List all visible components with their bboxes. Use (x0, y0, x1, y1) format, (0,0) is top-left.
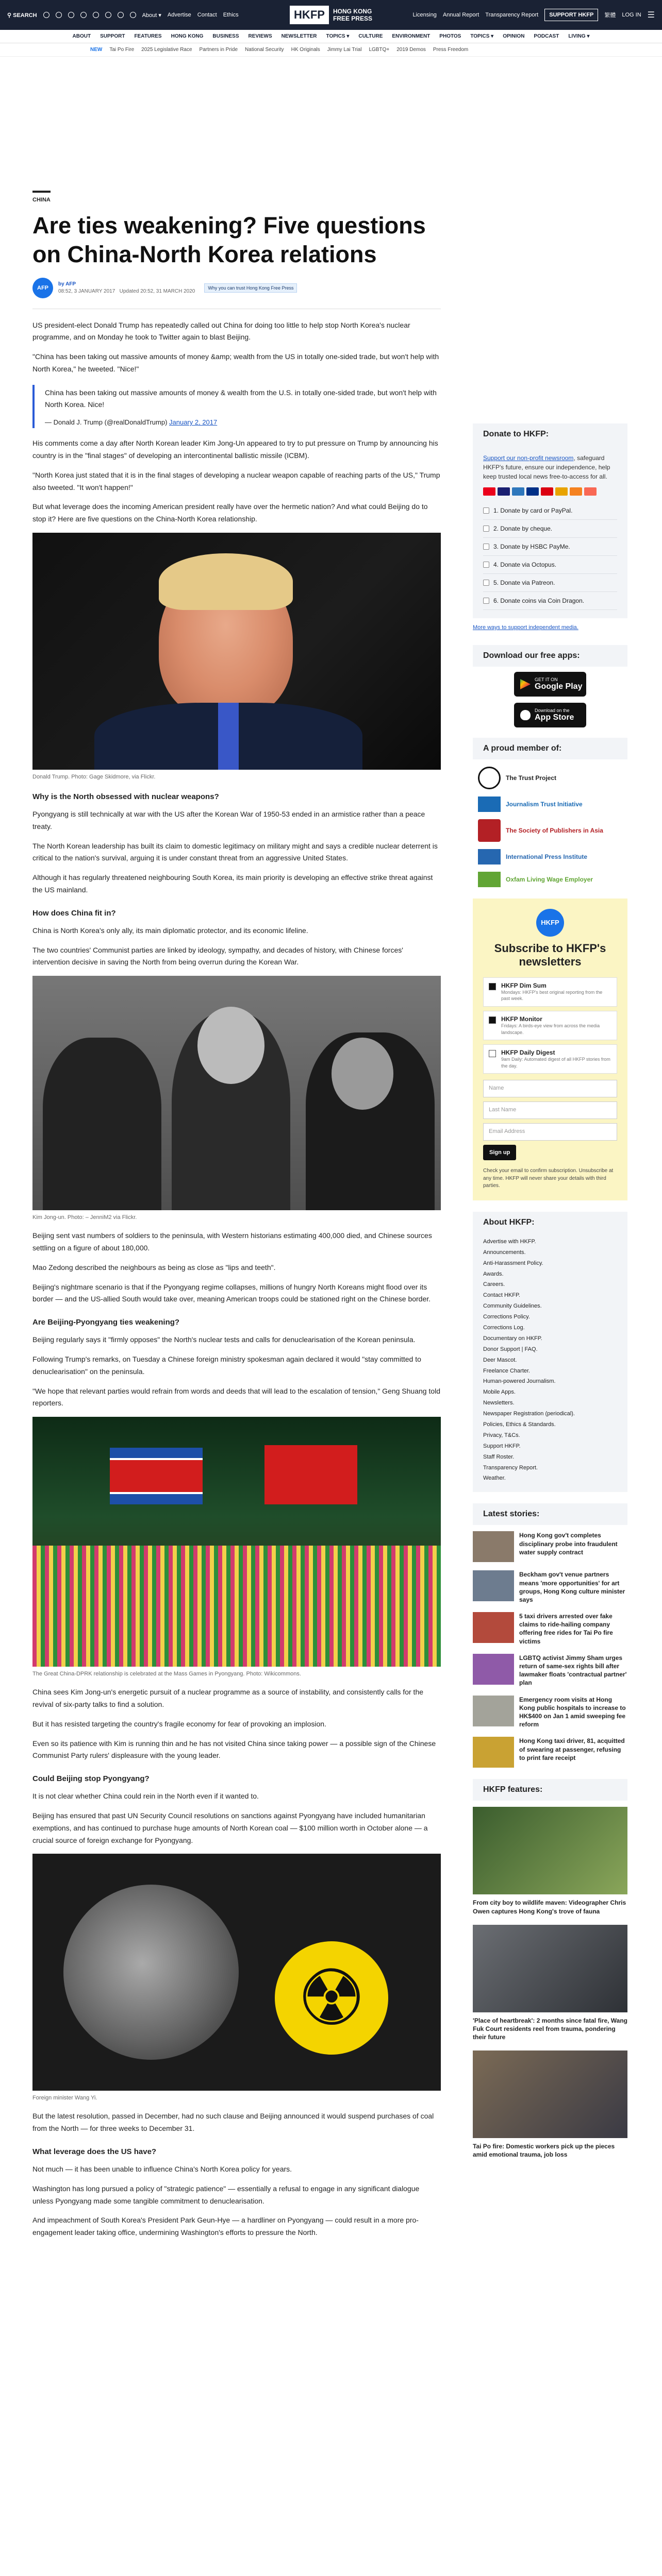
publish-date: 08:52, 3 JANUARY 2017 (58, 289, 115, 294)
paragraph: China sees Kim Jong-un's energetic pursuit of a nuclear programme as a source of instability, and consistently calls for the revival of six-party talks to find a solution. (32, 1688, 424, 1708)
paragraph: Beijing's nightmare scenario is that if the Pyongyang regime collapses, millions of hungry North Koreans might flood over its border — and the US-allied South would take over, meaning American troops could be stationed right on the Chinese border. (32, 1282, 431, 1303)
photo-trump (32, 533, 441, 770)
social-facebook-icon[interactable] (43, 12, 49, 18)
paragraph: Mao Zedong described the neighbours as being as close as "lips and teeth". (32, 1263, 276, 1272)
feature-story[interactable] (473, 1807, 627, 1915)
photo-wang-yi (32, 1854, 441, 2091)
member-name: The Trust Project (506, 774, 557, 782)
site-logo[interactable] (290, 6, 372, 24)
link-contact[interactable]: Contact (197, 12, 217, 18)
story-title: 5 taxi drivers arrested over fake claims to ride-hailing company offering free rides for Tai Po fire victims (519, 1613, 613, 1645)
nav-photos[interactable]: PHOTOS (439, 33, 461, 39)
latest-story[interactable] (473, 1696, 627, 1729)
story-thumbnail (473, 1654, 514, 1685)
main-nav (0, 30, 662, 43)
embedded-tweet (32, 385, 441, 429)
store-big: Google Play (535, 682, 583, 691)
radiation-icon: ☢ (275, 1941, 388, 2055)
tweet-author[interactable]: — Donald J. Trump (@realDonaldTrump) (45, 418, 170, 427)
photo-tie (218, 703, 239, 770)
checkbox-icon (483, 562, 489, 568)
feature-title: 'Place of heartbreak': 2 months since fatal fire, Wang Fuk Court residents reel from trauma, pondering their future (473, 2016, 628, 2041)
email-field[interactable]: Email Address (483, 1123, 617, 1141)
paragraph: "We hope that relevant parties would refrain from words and deeds that will lead to the escalation of tension," Geng Shuang told reporters. (32, 1386, 441, 1408)
trending-item[interactable]: Press Freedom (433, 47, 469, 53)
patreon-icon (584, 487, 597, 496)
about-link[interactable]: Mobile Apps. (483, 1389, 516, 1396)
newsletter-option-title: HKFP Monitor (501, 1015, 542, 1023)
donate-text: , safeguard HKFP's future, ensure our independence, help keep trusted local news free-to-access for all. (483, 454, 610, 480)
member-logo[interactable] (478, 819, 627, 842)
member-name: Oxfam Living Wage Employer (506, 876, 593, 883)
donate-option[interactable] (483, 556, 617, 574)
paragraph: Pyongyang is still technically at war with the US after the Korean War of 1950-53 ended in an armistice rather than a peace treaty. (32, 810, 425, 831)
paragraph: "North Korea just stated that it is in the final stages of developing a nuclear weapon capable of reaching parts of the US," Trump also tweeted. "It won't happen!" (32, 470, 440, 492)
tweet-date-link[interactable]: January 2, 2017 (169, 418, 218, 427)
logo-line1: HONG KONG (333, 7, 372, 15)
nav-newsletter[interactable]: NEWSLETTER (281, 33, 317, 39)
social-telegram-icon[interactable] (105, 12, 111, 18)
newsletter-option-desc: Mondays: HKFP's best original reporting from the past week. (501, 989, 603, 1002)
author-name[interactable]: by AFP (58, 281, 76, 287)
story-title: Beckham gov't venue partners means 'more opportunities' for art groups, Hong Kong culture minister says (519, 1571, 625, 1603)
link-annual-report[interactable]: Annual Report (442, 12, 479, 18)
author-avatar: AFP (32, 278, 53, 298)
donate-option[interactable] (483, 520, 617, 538)
donate-option-label: 4. Donate via Octopus. (493, 561, 557, 568)
section-heading: How does China fit in? (32, 908, 116, 918)
latest-heading: Latest stories: (473, 1503, 627, 1525)
trending-item[interactable]: Partners in Pride (199, 47, 238, 53)
trending-item[interactable]: HK Originals (291, 47, 320, 53)
feature-story[interactable] (473, 2050, 627, 2159)
about-link[interactable]: Policies, Ethics & Standards. (483, 1421, 556, 1428)
member-logo[interactable] (478, 796, 627, 812)
about-link[interactable]: Privacy, T&Cs. (483, 1432, 520, 1438)
amex-icon (512, 487, 524, 496)
photo-caption: Donald Trump. Photo: Gage Skidmore, via Flickr. (32, 774, 156, 781)
features-heading: HKFP features: (473, 1779, 627, 1801)
checkbox-checked-icon (489, 983, 496, 990)
nav-topics[interactable]: TOPICS ▾ (326, 33, 350, 39)
nav-topics-2[interactable]: TOPICS ▾ (470, 33, 494, 39)
latest-story[interactable] (473, 1654, 627, 1687)
play-icon (520, 679, 531, 689)
photo-hair (159, 553, 293, 610)
about-link[interactable]: Newspaper Registration (periodical). (483, 1411, 575, 1417)
paragraph: Not much — it has been unable to influence China's North Korea policy for years. (32, 2164, 292, 2173)
about-link[interactable]: Transparency Report. (483, 1464, 538, 1471)
mastercard-icon (483, 487, 495, 496)
logo-mark: HKFP (290, 6, 329, 24)
story-thumbnail (473, 1531, 514, 1562)
top-bar (0, 0, 662, 30)
paragraph: Beijing has ensured that past UN Security Council resolutions on sanctions against Pyongyang have included humanitarian exemptions, and has continued to purchase huge amounts of North Korean coal — $100 million worth in October alone — a crucial source of foreign exchange for Pyongyang. (32, 1811, 428, 1844)
menu-icon[interactable]: ☰ (647, 11, 655, 20)
byline (32, 278, 441, 298)
nav-environment[interactable]: ENVIRONMENT (392, 33, 431, 39)
donate-option-label: 1. Donate by card or PayPal. (493, 507, 573, 514)
story-thumbnail (473, 1570, 514, 1601)
feature-title: Tai Po fire: Domestic workers pick up the pieces amid emotional trauma, job loss (473, 2143, 615, 2159)
about-link[interactable]: Staff Roster. (483, 1453, 515, 1460)
about-link[interactable]: Deer Mascot. (483, 1357, 517, 1363)
support-button[interactable]: SUPPORT HKFP (544, 9, 598, 21)
paragraph: It is not clear whether China could rein in the North even if it wanted to. (32, 1792, 259, 1801)
checkbox-icon (483, 507, 489, 514)
photo-flag-left (110, 1448, 203, 1504)
trending-item[interactable]: Jimmy Lai Trial (327, 47, 362, 53)
newsletter-option[interactable] (483, 1044, 617, 1074)
member-logo[interactable] (478, 872, 627, 887)
about-link[interactable]: Human-powered Journalism. (483, 1378, 556, 1385)
social-x-icon[interactable] (56, 12, 62, 18)
donate-option[interactable] (483, 538, 617, 556)
checkbox-icon (489, 1050, 496, 1057)
about-link[interactable]: Corrections Policy. (483, 1314, 530, 1320)
photo-face-right (332, 1038, 393, 1110)
paragraph: The North Korean leadership has built its claim to domestic legitimacy on military might and says a credible nuclear deterrent is critical to the nation's survival, arguing it is under constant threat from an aggressive United States. (32, 841, 438, 862)
trending-item[interactable]: 2019 Demos (396, 47, 426, 53)
link-ethics[interactable]: Ethics (223, 12, 239, 18)
about-link[interactable]: Advertise with HKFP. (483, 1238, 536, 1245)
photo-flag-right (264, 1445, 357, 1504)
sopa-icon (478, 819, 501, 842)
nav-hong-kong[interactable]: HONG KONG (171, 33, 204, 39)
link-licensing[interactable]: Licensing (412, 12, 437, 18)
photo-crowd (32, 1546, 441, 1667)
payment-icons (483, 487, 617, 496)
social-youtube-icon[interactable] (80, 12, 87, 18)
story-title: Hong Kong gov't completes disciplinary probe into fraudulent water supply contract (519, 1532, 618, 1556)
octopus-icon (570, 487, 582, 496)
oxfam-icon (478, 872, 501, 887)
about-link[interactable]: Corrections Log. (483, 1324, 525, 1331)
member-name: International Press Institute (506, 853, 588, 860)
newsletter-note: Check your email to confirm subscription. Unsubscribe at any time. HKFP will never share your details with third parties. (483, 1168, 614, 1189)
trending-item[interactable]: Tai Po Fire (109, 47, 135, 53)
photo-caption: Foreign minister Wang Yi. (32, 2095, 97, 2102)
trust-badge[interactable]: Why you can trust Hong Kong Free Press (204, 283, 297, 293)
visa-icon (498, 487, 510, 496)
photo-mass-games (32, 1417, 441, 1667)
newsletter-option-title: HKFP Dim Sum (501, 981, 547, 989)
about-link[interactable]: Freelance Charter. (483, 1367, 531, 1374)
newsletter-option-desc: 9am Daily: Automated digest of all HKFP stories from the day. (501, 1057, 610, 1069)
donate-option-label: 3. Donate by HSBC PayMe. (493, 543, 570, 550)
about-link[interactable]: Awards. (483, 1270, 504, 1277)
donate-option-label: 2. Donate by cheque. (493, 525, 553, 532)
member-name: Journalism Trust Initiative (506, 801, 583, 808)
about-link[interactable]: Weather. (483, 1475, 506, 1482)
link-about[interactable]: About ▾ (142, 12, 161, 19)
google-play-button[interactable] (514, 672, 586, 697)
photo-face-center (197, 1007, 264, 1084)
paragraph: US president-elect Donald Trump has repeatedly called out China for doing too little to help stop North Korea's nuclear programme, and on Monday he took to Twitter again to blast Beijing. (32, 320, 410, 342)
member-logo[interactable] (478, 767, 627, 789)
section-heading: Could Beijing stop Pyongyang? (32, 1774, 150, 1784)
donate-more-link[interactable]: More ways to support independent media. (473, 624, 578, 631)
logo-line2: FREE PRESS (333, 15, 372, 22)
about-link[interactable]: Documentary on HKFP. (483, 1335, 542, 1342)
photo-face (63, 1885, 239, 2060)
about-link[interactable]: Careers. (483, 1281, 505, 1288)
checkbox-icon (483, 580, 489, 586)
social-linkedin-icon[interactable] (93, 12, 99, 18)
feature-image (473, 1925, 627, 2012)
nav-living[interactable]: LIVING ▾ (568, 33, 590, 39)
store-small: GET IT ON (535, 677, 558, 682)
paragraph: Beijing regularly says it "firmly opposes" the North's nuclear tests and calls for denuclearisation of the Korean peninsula. (32, 1335, 416, 1344)
nav-culture[interactable]: CULTURE (358, 33, 383, 39)
about-link[interactable]: Contact HKFP. (483, 1292, 520, 1299)
trust-project-icon (478, 767, 501, 789)
latest-story[interactable] (473, 1570, 627, 1604)
story-title: Hong Kong taxi driver, 81, acquitted of swearing at passenger, refusing to print fare receipt (519, 1737, 625, 1761)
donate-link[interactable]: Support our non-profit newsroom (483, 454, 574, 462)
article-title: Are ties weakening? Five questions on China-North Korea relations (32, 212, 426, 268)
latest-story[interactable] (473, 1737, 627, 1768)
paragraph: But the latest resolution, passed in December, had no such clause and Beijing announced it would suspend purchases of coal from the North — for three weeks to December 31. (32, 2112, 434, 2133)
link-advertise[interactable]: Advertise (167, 12, 191, 18)
paragraph: Although it has regularly threatened neighbouring South Korea, its main priority is developing an effective strike threat against the US mainland. (32, 873, 433, 894)
story-thumbnail (473, 1612, 514, 1643)
donate-heading: Donate to HKFP: (473, 423, 627, 445)
paragraph: Even so its patience with Kim is running thin and he has not visited China since taking power — a possible sign of the Chinese Communist Party rulers' displeasure with the young leader. (32, 1739, 436, 1760)
checkbox-icon (483, 544, 489, 550)
about-heading: About HKFP: (473, 1212, 627, 1233)
nav-business[interactable]: BUSINESS (212, 33, 239, 39)
tweet-text: China has been taking out massive amounts of money & wealth from the U.S. in totally one-sided trade, but won't help with North Korea. Nice! (45, 388, 437, 409)
paragraph: Washington has long pursued a policy of "strategic patience" — essentially a refusal to engage in any significant dialogue unless Pyongyang made some tangible commitment to denuclearisation. (32, 2184, 420, 2205)
tweet-cite (45, 418, 441, 426)
paragraph: But it has resisted targeting the country's fragile economy for fear of provoking an implosion. (32, 1719, 326, 1728)
newsletter-option[interactable] (483, 1011, 617, 1040)
story-thumbnail (473, 1737, 514, 1768)
about-link[interactable]: Announcements. (483, 1249, 526, 1256)
photo-caption: Kim Jong-un. Photo: – JenniM2 via Flickr. (32, 1214, 137, 1221)
about-link[interactable]: Support HKFP. (483, 1443, 521, 1449)
about-link[interactable]: Community Guidelines. (483, 1303, 542, 1310)
apple-icon (520, 710, 531, 720)
photo-figure-left (43, 1038, 161, 1210)
article-category[interactable]: CHINA (32, 191, 51, 203)
sidebar (473, 423, 627, 2168)
member-heading: A proud member of: (473, 738, 627, 759)
paragraph: And impeachment of South Korea's President Park Geun-Hye — a hardliner on Pyongyang — could result in a more pro-engagement leader taking office, undermining Washington's efforts to pressure the North. (32, 2216, 419, 2237)
nav-podcast[interactable]: PODCAST (534, 33, 559, 39)
member-logo[interactable] (478, 849, 627, 865)
donate-box (473, 445, 627, 618)
nav-opinion[interactable]: OPINION (503, 33, 525, 39)
nav-reviews[interactable]: REVIEWS (248, 33, 272, 39)
section-heading: What leverage does the US have? (32, 2147, 157, 2156)
newsletter-box (473, 899, 627, 1200)
trending-item[interactable]: National Security (245, 47, 284, 53)
jti-icon (478, 796, 501, 812)
nav-support[interactable]: SUPPORT (100, 33, 125, 39)
link-transparency[interactable]: Transparency Report (485, 12, 539, 18)
hkfp-badge-icon: HKFP (536, 909, 564, 937)
paragraph: Beijing sent vast numbers of soldiers to the peninsula, with Western historians estimating 400,000 died, and Chinese sources settling on a figure of about 180,000. (32, 1231, 432, 1252)
donate-option[interactable] (483, 574, 617, 592)
latest-story[interactable] (473, 1531, 627, 1562)
name-field[interactable]: Name (483, 1080, 617, 1097)
apps-heading: Download our free apps: (473, 645, 627, 667)
donate-option-label: 5. Donate via Patreon. (493, 579, 555, 586)
ipi-icon (478, 849, 501, 865)
donate-option-label: 6. Donate coins via Coin Dragon. (493, 597, 585, 604)
social-threads-icon[interactable] (130, 12, 136, 18)
social-whatsapp-icon[interactable] (118, 12, 124, 18)
photo-caption: The Great China-DPRK relationship is celebrated at the Mass Games in Pyongyang. Photo: Wikicommons. (32, 1671, 301, 1677)
about-links (473, 1233, 627, 1492)
paragraph: "China has been taking out massive amounts of money &amp; wealth from the US in totally one-sided trade, but won't help with North Korea," he tweeted. "Nice!" (32, 352, 439, 373)
newsletter-title: Subscribe to HKFP's newsletters (494, 942, 606, 969)
paragraph: But what leverage does the incoming American president really have over the hermetic nation? And what could Beijing do to stop it? Here are five questions on the China-North Korea relationship. (32, 502, 428, 523)
latest-story[interactable] (473, 1612, 627, 1646)
store-small: Download on the (535, 708, 570, 713)
story-thumbnail (473, 1696, 514, 1726)
signup-button[interactable]: Sign up (483, 1145, 516, 1160)
newsletter-option[interactable] (483, 977, 617, 1007)
about-link[interactable]: Newsletters. (483, 1400, 515, 1406)
trending-bar (0, 43, 662, 57)
app-store-button[interactable] (514, 703, 586, 727)
fps-icon (555, 487, 568, 496)
paragraph: China is North Korea's only ally, its main diplomatic protector, and its economic lifeline. (32, 926, 308, 935)
story-title: Emergency room visits at Hong Kong public hospitals to increase to HK$400 on Jan 1 amid sweeping fee reform (519, 1696, 626, 1728)
feature-image (473, 2050, 627, 2138)
trending-item[interactable]: 2025 Legislative Race (141, 47, 192, 53)
nav-features[interactable]: FEATURES (134, 33, 162, 39)
search-button[interactable]: ⚲ SEARCH (7, 12, 37, 19)
feature-story[interactable] (473, 1925, 627, 2042)
feature-title: From city boy to wildlife maven: Videographer Chris Owen captures Hong Kong's trove of fauna (473, 1899, 626, 1915)
paragraph: His comments come a day after North Korean leader Kim Jong-Un appeared to try to put pressure on Trump by announcing his country is in the "final stages" of developing an intercontinental ballistic missile (ICBM). (32, 439, 438, 460)
checkbox-checked-icon (489, 1016, 496, 1024)
updated-date: Updated 20:52, 31 MARCH 2020 (119, 289, 195, 294)
paragraph: Following Trump's remarks, on Tuesday a Chinese foreign ministry spokesman again declared it would "stay committed to denuclearisation" on the peninsula. (32, 1355, 421, 1376)
member-name: The Society of Publishers in Asia (506, 827, 603, 834)
social-instagram-icon[interactable] (68, 12, 74, 18)
donate-option[interactable] (483, 502, 617, 520)
story-title: LGBTQ activist Jimmy Sham urges return of same-sex rights bill after lawmaker floats 'contractual partner' plan (519, 1654, 627, 1687)
trending-label: NEW (90, 47, 103, 53)
language-toggle[interactable]: 繁體 (604, 12, 616, 19)
section-heading: Are Beijing-Pyongyang ties weakening? (32, 1318, 180, 1327)
newsletter-option-desc: Fridays: A birds-eye view from across the media landscape. (501, 1023, 600, 1035)
login-button[interactable]: LOG IN (622, 12, 641, 18)
article (32, 191, 441, 2246)
last-name-field[interactable]: Last Name (483, 1101, 617, 1119)
checkbox-icon (483, 526, 489, 532)
donate-option[interactable] (483, 592, 617, 610)
paypal-icon (526, 487, 539, 496)
payme-icon (541, 487, 553, 496)
photo-kim (32, 976, 441, 1210)
feature-image (473, 1807, 627, 1894)
trending-item[interactable]: LGBTQ+ (369, 47, 390, 53)
checkbox-icon (483, 598, 489, 604)
section-heading: Why is the North obsessed with nuclear weapons? (32, 792, 219, 802)
paragraph: The two countries' Communist parties are linked by ideology, sympathy, and decades of history, with Chinese forces' intervention decisive in saving the North from being overrun during the Korean War. (32, 945, 403, 967)
store-big: App Store (535, 713, 574, 722)
nav-about[interactable]: ABOUT (72, 33, 91, 39)
newsletter-option-title: HKFP Daily Digest (501, 1049, 555, 1057)
about-link[interactable]: Anti-Harassment Policy. (483, 1260, 543, 1266)
about-link[interactable]: Donor Support | FAQ. (483, 1346, 538, 1352)
